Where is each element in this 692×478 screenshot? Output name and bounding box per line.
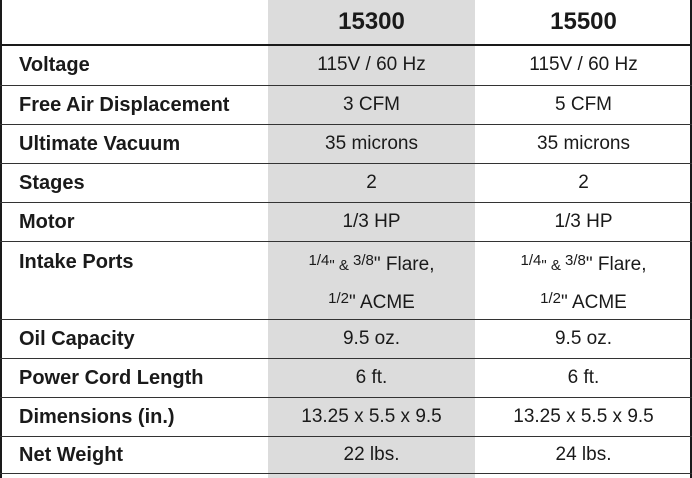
table-row — [0, 437, 692, 473]
cell-15300: 115V / 60 Hz — [317, 54, 426, 75]
table-row — [0, 46, 692, 84]
table-row — [0, 242, 692, 319]
cell-15300 — [268, 242, 475, 318]
header-model-15500: 15500 — [550, 8, 617, 35]
row-label: Free Air Displacement — [19, 93, 230, 116]
cell-15300: 22 lbs. — [343, 444, 400, 465]
header-model-15300: 15300 — [338, 8, 405, 35]
fraction: 1/2 — [328, 290, 349, 307]
row-label: Voltage — [19, 53, 90, 76]
row-label: Net Weight — [19, 443, 124, 466]
table-row — [0, 164, 692, 202]
table-row — [0, 125, 692, 163]
cell-15500 — [475, 242, 692, 318]
row-label: Oil Capacity — [19, 327, 135, 350]
inch-mark: " — [329, 257, 335, 274]
cell-15500: 115V / 60 Hz — [529, 54, 638, 75]
cell-15500: 35 microns — [537, 133, 630, 154]
cell-15500: 2 — [578, 172, 589, 193]
cell-15300: 6 ft. — [355, 367, 388, 388]
ampersand: & — [334, 257, 354, 274]
row-label: Dimensions (in.) — [19, 405, 175, 428]
row-label: Power Cord Length — [19, 366, 204, 389]
port-line-2 — [540, 280, 627, 318]
table-row — [0, 86, 692, 124]
port-type: " ACME — [560, 292, 627, 313]
port-line-1 — [309, 242, 435, 280]
row-label: Ultimate Vacuum — [19, 132, 181, 155]
cell-15500: 1/3 HP — [554, 211, 613, 232]
fraction: 1/4 — [520, 252, 542, 269]
cell-15500: 6 ft. — [567, 367, 600, 388]
table-row — [0, 398, 692, 436]
cell-15300: 1/3 HP — [342, 211, 401, 232]
table-row — [0, 359, 692, 397]
cell-15300: 35 microns — [325, 133, 418, 154]
row-divider — [0, 473, 692, 474]
fraction: 1/2 — [540, 290, 561, 307]
cell-15300: 13.25 x 5.5 x 9.5 — [301, 406, 442, 427]
fraction: 3/8 — [565, 252, 586, 269]
cell-15300: 2 — [366, 172, 377, 193]
port-type: " Flare, — [585, 254, 647, 275]
fraction: 3/8 — [353, 252, 374, 269]
cell-15300: 3 CFM — [343, 94, 400, 115]
table-row — [0, 320, 692, 358]
cell-15500: 24 lbs. — [555, 444, 612, 465]
port-type: " ACME — [348, 292, 415, 313]
row-label: Motor — [19, 210, 75, 233]
ampersand: & — [546, 257, 566, 274]
cell-15500: 9.5 oz. — [554, 328, 613, 349]
header-row — [0, 0, 692, 44]
inch-mark: " — [541, 257, 547, 274]
table-row — [0, 203, 692, 241]
cell-15500: 5 CFM — [555, 94, 612, 115]
port-line-2 — [328, 280, 415, 318]
fraction: 1/4 — [308, 252, 330, 269]
cell-15500: 13.25 x 5.5 x 9.5 — [513, 406, 654, 427]
port-line-1 — [521, 242, 647, 280]
cell-15300: 9.5 oz. — [342, 328, 401, 349]
row-label: Intake Ports — [19, 251, 134, 273]
port-type: " Flare, — [373, 254, 435, 275]
row-label: Stages — [19, 171, 85, 194]
